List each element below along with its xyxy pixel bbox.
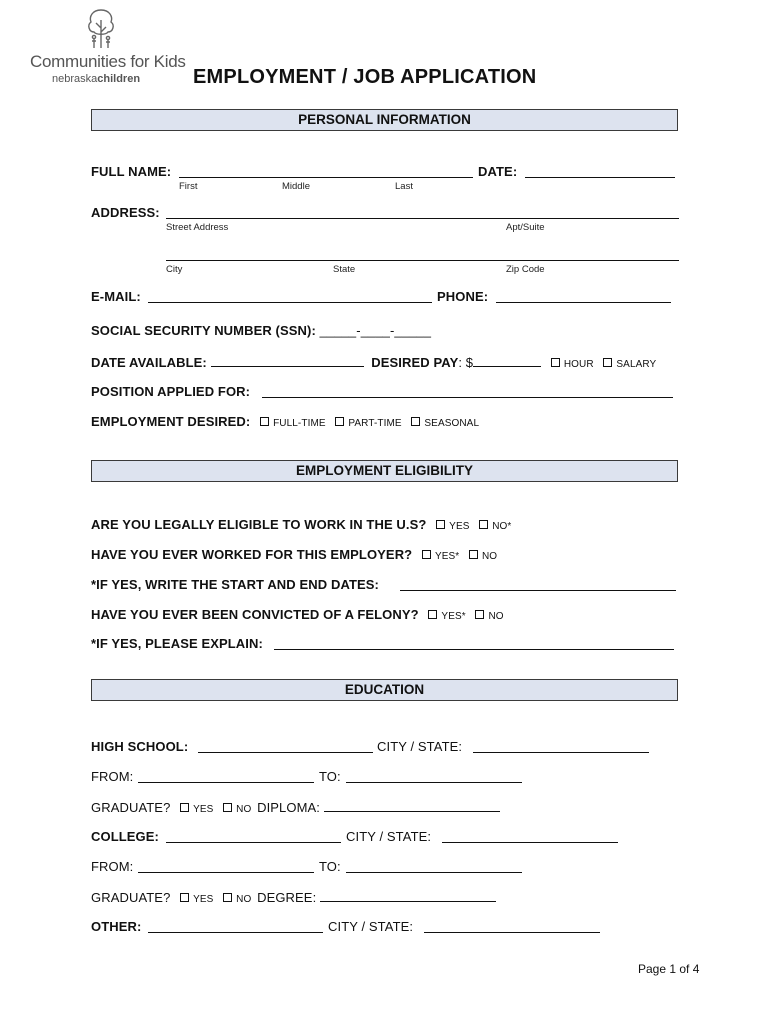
college-graduate-no-label: NO [236, 894, 252, 905]
desired-pay-field[interactable] [473, 354, 541, 367]
logo [30, 6, 186, 91]
hs-city-state-label: CITY / STATE: [377, 739, 463, 754]
email-label: E-MAIL: [91, 289, 141, 304]
explain-field[interactable] [274, 649, 674, 650]
part-time-label: PART-TIME [348, 418, 402, 429]
college-to-field[interactable] [346, 872, 522, 873]
college-to-label: TO: [319, 859, 341, 874]
college-from-label: FROM: [91, 859, 134, 874]
logo-line1: Communities for Kids [30, 52, 186, 71]
section-personal-information: PERSONAL INFORMATION [91, 109, 678, 131]
hs-to-label: TO: [319, 769, 341, 784]
full-time-checkbox[interactable] [260, 417, 269, 426]
phone-field[interactable] [496, 302, 671, 303]
college-graduate-no-checkbox[interactable] [223, 893, 232, 902]
middle-caption: Middle [282, 181, 310, 192]
high-school-field[interactable] [198, 752, 373, 753]
page-number: Page 1 of 4 [638, 962, 700, 976]
full-name-label: FULL NAME: [91, 164, 172, 179]
part-time-checkbox[interactable] [335, 417, 344, 426]
street-caption: Street Address [166, 222, 229, 233]
logo-children: children [97, 73, 141, 85]
position-field[interactable] [262, 397, 673, 398]
logo-nebraska: nebraska [52, 73, 98, 85]
hs-from-label: FROM: [91, 769, 134, 784]
worked-no-checkbox[interactable] [469, 550, 478, 559]
hs-graduate-yes-label: YES [193, 804, 214, 815]
hs-city-state-field[interactable] [473, 752, 649, 753]
hs-graduate-row [91, 799, 500, 815]
college-graduate-row [91, 889, 496, 905]
eligible-yes-label: YES [449, 521, 470, 532]
section-employment-eligibility: EMPLOYMENT ELIGIBILITY [91, 460, 678, 482]
felony-yes-label: YES* [441, 611, 466, 622]
college-from-field[interactable] [138, 872, 314, 873]
dates-field[interactable] [400, 590, 676, 591]
ssn-field[interactable]: _____-____-_____ [319, 323, 432, 338]
seasonal-label: SEASONAL [424, 418, 480, 429]
ssn-text: SOCIAL SECURITY NUMBER (SSN): [91, 323, 316, 338]
zip-caption: Zip Code [506, 264, 545, 275]
section-education: EDUCATION [91, 679, 678, 701]
address-label: ADDRESS: [91, 205, 160, 220]
worked-no-label: NO [481, 551, 498, 562]
hs-graduate-no-label: NO [236, 804, 252, 815]
hs-from-field[interactable] [138, 782, 314, 783]
high-school-label: HIGH SCHOOL: [91, 739, 189, 754]
college-field[interactable] [166, 842, 341, 843]
worked-before-question: HAVE YOU EVER WORKED FOR THIS EMPLOYER? [91, 547, 413, 562]
hour-label: HOUR [563, 359, 594, 370]
college-graduate-yes-label: YES [193, 894, 214, 905]
college-graduate-label: GRADUATE? [91, 890, 171, 905]
page-title: EMPLOYMENT / JOB APPLICATION [193, 66, 537, 88]
other-city-state-field[interactable] [424, 932, 600, 933]
felony-no-checkbox[interactable] [475, 610, 484, 619]
employment-desired-label: EMPLOYMENT DESIRED: [91, 414, 251, 429]
eligible-no-checkbox[interactable] [479, 520, 488, 529]
apt-caption: Apt/Suite [506, 222, 545, 233]
seasonal-checkbox[interactable] [411, 417, 420, 426]
state-caption: State [333, 264, 356, 275]
worked-yes-checkbox[interactable] [422, 550, 431, 559]
dates-label: *IF YES, WRITE THE START AND END DATES: [91, 577, 379, 592]
first-caption: First [179, 181, 198, 192]
salary-checkbox[interactable] [603, 358, 612, 367]
date-available-field[interactable] [211, 354, 364, 367]
hour-checkbox[interactable] [551, 358, 560, 367]
full-time-label: FULL-TIME [273, 418, 326, 429]
hs-graduate-no-checkbox[interactable] [223, 803, 232, 812]
worked-before-row [91, 547, 497, 562]
college-graduate-yes-checkbox[interactable] [180, 893, 189, 902]
email-field[interactable] [148, 302, 432, 303]
diploma-label: DIPLOMA: [257, 800, 321, 815]
degree-label: DEGREE: [257, 890, 317, 905]
college-city-state-label: CITY / STATE: [346, 829, 432, 844]
hs-to-field[interactable] [346, 782, 522, 783]
felony-question: HAVE YOU EVER BEEN CONVICTED OF A FELONY? [91, 607, 419, 622]
desired-pay-label: DESIRED PAY [371, 355, 459, 370]
ssn-label [91, 323, 431, 338]
full-name-field[interactable] [179, 177, 473, 178]
other-label: OTHER: [91, 919, 142, 934]
date-available-row [91, 354, 656, 370]
other-field[interactable] [148, 932, 323, 933]
eligible-no-label: NO* [492, 521, 512, 532]
employment-desired-row [91, 414, 479, 429]
city-state-zip-field[interactable] [166, 260, 679, 261]
salary-label: SALARY [616, 359, 657, 370]
felony-row [91, 607, 504, 622]
other-city-state-label: CITY / STATE: [328, 919, 414, 934]
city-caption: City [166, 264, 183, 275]
explain-label: *IF YES, PLEASE EXPLAIN: [91, 636, 263, 651]
date-available-label: DATE AVAILABLE: [91, 355, 207, 370]
eligible-question: ARE YOU LEGALLY ELIGIBLE TO WORK IN THE U.S? [91, 517, 427, 532]
eligible-yes-checkbox[interactable] [436, 520, 445, 529]
felony-yes-checkbox[interactable] [428, 610, 437, 619]
logo-line2 [52, 73, 140, 85]
desired-pay-suffix: : $ [458, 355, 474, 370]
date-label: DATE: [478, 164, 518, 179]
last-caption: Last [395, 181, 413, 192]
date-field[interactable] [525, 177, 675, 178]
street-address-field[interactable] [166, 218, 679, 219]
felony-no-label: NO [488, 611, 504, 622]
tree-icon [82, 6, 120, 50]
position-label: POSITION APPLIED FOR: [91, 384, 251, 399]
hs-graduate-yes-checkbox[interactable] [180, 803, 189, 812]
eligible-row [91, 517, 511, 532]
worked-yes-label: YES* [434, 551, 460, 562]
hs-graduate-label: GRADUATE? [91, 800, 171, 815]
phone-label: PHONE: [437, 289, 489, 304]
college-city-state-field[interactable] [442, 842, 618, 843]
degree-field[interactable] [320, 889, 496, 902]
diploma-field[interactable] [324, 799, 500, 812]
college-label: COLLEGE: [91, 829, 159, 844]
